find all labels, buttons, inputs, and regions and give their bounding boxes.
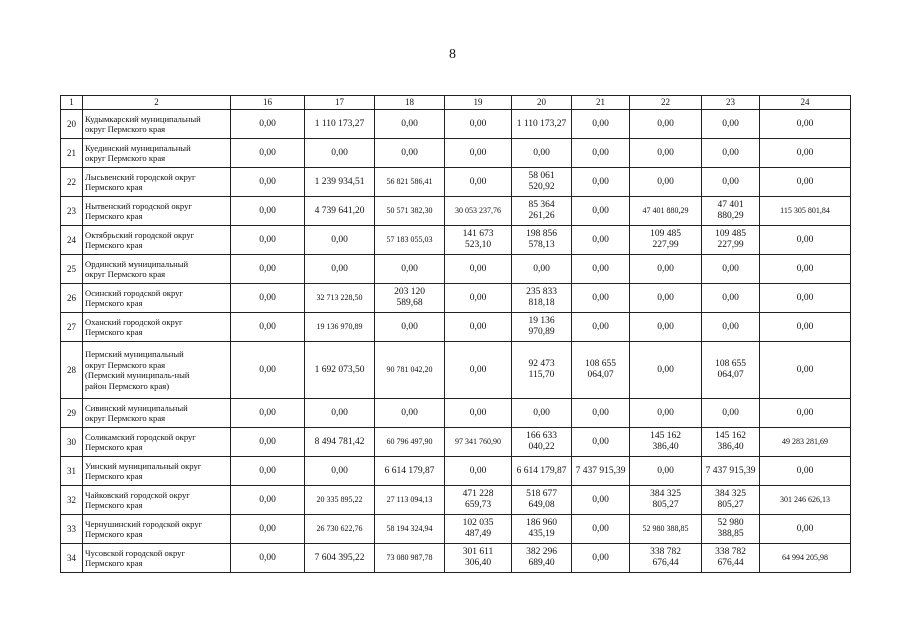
row-number: 26 [61, 284, 83, 313]
amount-cell: 8 494 781,42 [305, 428, 375, 457]
amount-cell: 0,00 [630, 313, 702, 342]
amount-cell: 0,00 [572, 313, 630, 342]
municipality-name: Чернушинский городской округ Пермского края [83, 515, 231, 544]
amount-cell: 0,00 [445, 313, 512, 342]
amount-cell: 0,00 [231, 168, 305, 197]
amount-cell: 0,00 [760, 226, 851, 255]
amount-cell: 49 283 281,69 [760, 428, 851, 457]
amount-cell: 0,00 [702, 255, 760, 284]
amount-cell: 108 655 064,07 [572, 342, 630, 399]
amount-cell: 0,00 [572, 486, 630, 515]
amount-cell: 0,00 [445, 457, 512, 486]
column-number: 19 [445, 96, 512, 110]
amount-cell: 0,00 [572, 544, 630, 573]
row-number: 29 [61, 399, 83, 428]
table-row [61, 284, 851, 313]
amount-cell: 0,00 [512, 399, 572, 428]
amount-cell: 0,00 [445, 399, 512, 428]
amount-cell: 1 692 073,50 [305, 342, 375, 399]
column-number: 1 [61, 96, 83, 110]
amount-cell: 0,00 [305, 139, 375, 168]
amount-cell: 0,00 [760, 255, 851, 284]
amount-cell: 0,00 [231, 139, 305, 168]
amount-cell: 0,00 [375, 255, 445, 284]
table-row [61, 399, 851, 428]
amount-cell: 0,00 [702, 313, 760, 342]
amount-cell: 301 611 306,40 [445, 544, 512, 573]
column-number: 22 [630, 96, 702, 110]
amount-cell: 47 401 880,29 [702, 197, 760, 226]
amount-cell: 52 980 388,85 [630, 515, 702, 544]
amount-cell: 0,00 [445, 342, 512, 399]
table-row [61, 428, 851, 457]
row-number: 32 [61, 486, 83, 515]
column-number: 21 [572, 96, 630, 110]
municipality-name: Кудымкарский муниципальный округ Пермского края [83, 110, 231, 139]
table-row [61, 342, 851, 399]
budget-table [60, 95, 851, 573]
amount-cell: 52 980 388,85 [702, 515, 760, 544]
municipality-name: Сивинский муниципальный округ Пермского края [83, 399, 231, 428]
amount-cell: 0,00 [512, 139, 572, 168]
municipality-name: Куединский муниципальный округ Пермского края [83, 139, 231, 168]
amount-cell: 47 401 880,29 [630, 197, 702, 226]
amount-cell: 0,00 [702, 139, 760, 168]
amount-cell: 58 194 324,94 [375, 515, 445, 544]
amount-cell: 27 113 094,13 [375, 486, 445, 515]
amount-cell: 0,00 [231, 197, 305, 226]
amount-cell: 7 437 915,39 [702, 457, 760, 486]
amount-cell: 0,00 [630, 110, 702, 139]
row-number: 30 [61, 428, 83, 457]
amount-cell: 0,00 [305, 255, 375, 284]
amount-cell: 0,00 [572, 284, 630, 313]
municipality-name: Октябрьский городской округ Пермского края [83, 226, 231, 255]
amount-cell: 19 136 970,89 [512, 313, 572, 342]
amount-cell: 0,00 [445, 284, 512, 313]
column-number-row [61, 96, 851, 110]
amount-cell: 0,00 [572, 110, 630, 139]
amount-cell: 6 614 179,87 [375, 457, 445, 486]
amount-cell: 384 325 805,27 [630, 486, 702, 515]
amount-cell: 0,00 [702, 284, 760, 313]
amount-cell: 0,00 [305, 457, 375, 486]
amount-cell: 471 228 659,73 [445, 486, 512, 515]
amount-cell: 0,00 [702, 110, 760, 139]
column-number: 23 [702, 96, 760, 110]
amount-cell: 97 341 760,90 [445, 428, 512, 457]
amount-cell: 0,00 [305, 226, 375, 255]
table-row [61, 110, 851, 139]
amount-cell: 0,00 [760, 515, 851, 544]
amount-cell: 0,00 [572, 139, 630, 168]
amount-cell: 0,00 [445, 139, 512, 168]
table-row [61, 255, 851, 284]
amount-cell: 0,00 [375, 139, 445, 168]
amount-cell: 0,00 [231, 110, 305, 139]
amount-cell: 1 110 173,27 [512, 110, 572, 139]
amount-cell: 0,00 [231, 342, 305, 399]
amount-cell: 0,00 [231, 515, 305, 544]
amount-cell: 26 730 622,76 [305, 515, 375, 544]
row-number: 24 [61, 226, 83, 255]
row-number: 23 [61, 197, 83, 226]
amount-cell: 0,00 [572, 197, 630, 226]
amount-cell: 0,00 [760, 168, 851, 197]
amount-cell: 50 571 382,30 [375, 197, 445, 226]
amount-cell: 0,00 [375, 399, 445, 428]
municipality-name: Пермский муниципальный округ Пермского края (Пермский муниципаль-ный район Пермского края) [83, 342, 231, 399]
amount-cell: 0,00 [231, 457, 305, 486]
amount-cell: 0,00 [630, 255, 702, 284]
amount-cell: 518 677 649,08 [512, 486, 572, 515]
municipality-name: Осинский городской округ Пермского края [83, 284, 231, 313]
amount-cell: 19 136 970,89 [305, 313, 375, 342]
row-number: 25 [61, 255, 83, 284]
amount-cell: 145 162 386,40 [630, 428, 702, 457]
amount-cell: 384 325 805,27 [702, 486, 760, 515]
amount-cell: 32 713 228,50 [305, 284, 375, 313]
table-row [61, 197, 851, 226]
amount-cell: 60 796 497,90 [375, 428, 445, 457]
row-number: 22 [61, 168, 83, 197]
amount-cell: 0,00 [572, 255, 630, 284]
amount-cell: 0,00 [630, 457, 702, 486]
amount-cell: 0,00 [760, 313, 851, 342]
amount-cell: 0,00 [375, 313, 445, 342]
amount-cell: 0,00 [231, 486, 305, 515]
row-number: 28 [61, 342, 83, 399]
amount-cell: 6 614 179,87 [512, 457, 572, 486]
amount-cell: 0,00 [445, 255, 512, 284]
amount-cell: 0,00 [702, 168, 760, 197]
amount-cell: 1 110 173,27 [305, 110, 375, 139]
table-row [61, 515, 851, 544]
column-number: 17 [305, 96, 375, 110]
amount-cell: 0,00 [572, 399, 630, 428]
amount-cell: 0,00 [572, 428, 630, 457]
amount-cell: 108 655 064,07 [702, 342, 760, 399]
amount-cell: 92 473 115,70 [512, 342, 572, 399]
amount-cell: 109 485 227,99 [630, 226, 702, 255]
amount-cell: 115 305 801,84 [760, 197, 851, 226]
table-row [61, 139, 851, 168]
amount-cell: 0,00 [572, 226, 630, 255]
amount-cell: 0,00 [760, 399, 851, 428]
amount-cell: 0,00 [231, 226, 305, 255]
amount-cell: 235 833 818,18 [512, 284, 572, 313]
municipality-name: Чайковский городской округ Пермского края [83, 486, 231, 515]
amount-cell: 0,00 [231, 284, 305, 313]
amount-cell: 58 061 520,92 [512, 168, 572, 197]
amount-cell: 102 035 487,49 [445, 515, 512, 544]
amount-cell: 0,00 [630, 342, 702, 399]
municipality-name: Ординский муниципальный округ Пермского края [83, 255, 231, 284]
amount-cell: 0,00 [760, 457, 851, 486]
table-row [61, 226, 851, 255]
row-number: 20 [61, 110, 83, 139]
amount-cell: 0,00 [231, 313, 305, 342]
amount-cell: 64 994 205,98 [760, 544, 851, 573]
amount-cell: 203 120 589,68 [375, 284, 445, 313]
table-row [61, 544, 851, 573]
amount-cell: 145 162 386,40 [702, 428, 760, 457]
municipality-name: Уинский муниципальный округ Пермского края [83, 457, 231, 486]
amount-cell: 0,00 [760, 139, 851, 168]
table-row [61, 168, 851, 197]
amount-cell: 109 485 227,99 [702, 226, 760, 255]
amount-cell: 0,00 [445, 110, 512, 139]
amount-cell: 141 673 523,10 [445, 226, 512, 255]
amount-cell: 382 296 689,40 [512, 544, 572, 573]
table-row [61, 457, 851, 486]
municipality-name: Лысьвенский городской округ Пермского края [83, 168, 231, 197]
amount-cell: 0,00 [375, 110, 445, 139]
amount-cell: 0,00 [512, 255, 572, 284]
amount-cell: 0,00 [231, 399, 305, 428]
amount-cell: 186 960 435,19 [512, 515, 572, 544]
amount-cell: 338 782 676,44 [702, 544, 760, 573]
amount-cell: 73 080 987,78 [375, 544, 445, 573]
amount-cell: 90 781 042,20 [375, 342, 445, 399]
column-number: 20 [512, 96, 572, 110]
amount-cell: 4 739 641,20 [305, 197, 375, 226]
amount-cell: 166 633 040,22 [512, 428, 572, 457]
amount-cell: 0,00 [702, 399, 760, 428]
amount-cell: 56 821 586,41 [375, 168, 445, 197]
amount-cell: 0,00 [630, 284, 702, 313]
amount-cell: 1 239 934,51 [305, 168, 375, 197]
municipality-name: Оханский городской округ Пермского края [83, 313, 231, 342]
amount-cell: 0,00 [445, 168, 512, 197]
amount-cell: 0,00 [760, 110, 851, 139]
amount-cell: 30 053 237,76 [445, 197, 512, 226]
row-number: 21 [61, 139, 83, 168]
amount-cell: 0,00 [760, 284, 851, 313]
amount-cell: 0,00 [630, 168, 702, 197]
amount-cell: 0,00 [630, 139, 702, 168]
amount-cell: 7 437 915,39 [572, 457, 630, 486]
amount-cell: 0,00 [572, 168, 630, 197]
municipality-name: Нытвенский городской округ Пермского края [83, 197, 231, 226]
municipality-name: Чусовской городской округ Пермского края [83, 544, 231, 573]
amount-cell: 301 246 626,13 [760, 486, 851, 515]
amount-cell: 0,00 [305, 399, 375, 428]
amount-cell: 198 856 578,13 [512, 226, 572, 255]
row-number: 33 [61, 515, 83, 544]
table-row [61, 313, 851, 342]
municipality-name: Соликамский городской округ Пермского края [83, 428, 231, 457]
row-number: 27 [61, 313, 83, 342]
amount-cell: 20 335 895,22 [305, 486, 375, 515]
amount-cell: 0,00 [572, 515, 630, 544]
amount-cell: 338 782 676,44 [630, 544, 702, 573]
page-number: 8 [449, 47, 456, 62]
row-number: 31 [61, 457, 83, 486]
column-number: 2 [83, 96, 231, 110]
amount-cell: 0,00 [231, 255, 305, 284]
amount-cell: 85 364 261,26 [512, 197, 572, 226]
amount-cell: 0,00 [231, 544, 305, 573]
amount-cell: 0,00 [231, 428, 305, 457]
column-number: 16 [231, 96, 305, 110]
amount-cell: 0,00 [760, 342, 851, 399]
row-number: 34 [61, 544, 83, 573]
amount-cell: 7 604 395,22 [305, 544, 375, 573]
amount-cell: 57 183 055,03 [375, 226, 445, 255]
column-number: 18 [375, 96, 445, 110]
column-number: 24 [760, 96, 851, 110]
amount-cell: 0,00 [630, 399, 702, 428]
table-row [61, 486, 851, 515]
